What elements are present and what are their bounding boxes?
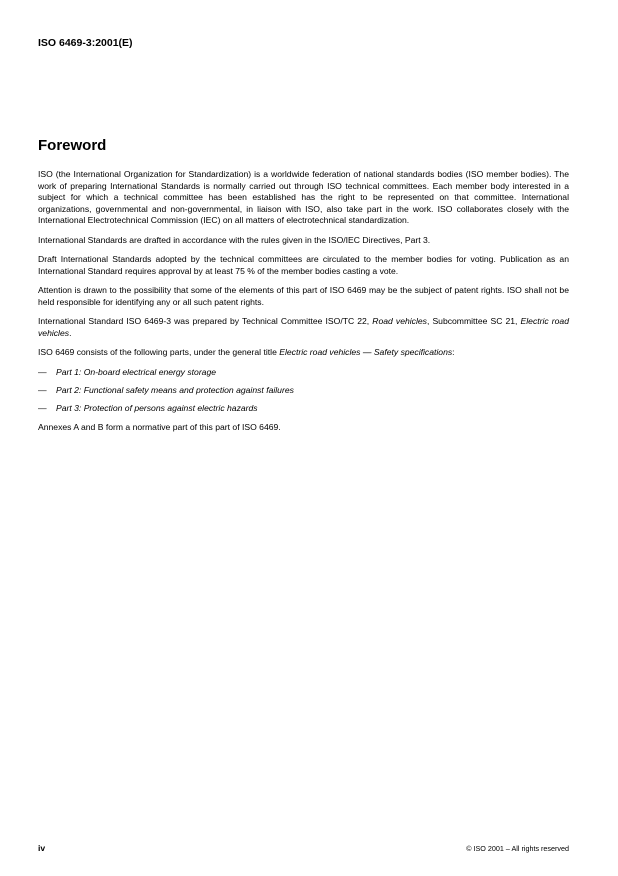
parts-list: [38, 367, 569, 415]
foreword-section: [38, 137, 569, 442]
list-item: [38, 403, 569, 415]
section-title: Foreword: [38, 137, 107, 154]
copyright-notice: © ISO 2001 – All rights reserved: [466, 844, 569, 853]
prepared-by-text-1: International Standard ISO 6469-3 was prepared by Technical Committee ISO/TC 22,: [38, 316, 373, 326]
paragraph-voting: Draft International Standards adopted by the technical committees are circulated to the member bodies for voting. Publication as an International Standard requires approval by at least 75 % of the member bodies casting a vote.: [38, 254, 569, 276]
list-dash: —: [38, 366, 47, 377]
part-2-title: Part 2: Functional safety means and protection against failures: [56, 384, 294, 395]
list-item: [38, 385, 569, 397]
paragraph-parts-intro: [38, 347, 569, 359]
document-identifier: ISO 6469-3:2001(E): [38, 37, 133, 49]
prepared-by-text-3: .: [69, 327, 72, 338]
paragraph-prepared-by: [38, 316, 569, 339]
prepared-by-text-2: , Subcommittee SC 21,: [426, 316, 521, 326]
list-dash: —: [38, 384, 47, 395]
road-vehicles-title: Road vehicles: [372, 316, 427, 326]
paragraph-iso-organization: ISO (the International Organization for Standardization) is a worldwide federation of national standards bodies (ISO member bodies). The work of preparing International Standards is normally carried out through ISO technical committees. Each member body interested in a subject for which a technical committee has been established has the right to be represented on that committee. International organizations, governmental and non-governmental, in liaison with ISO, also take part in the work. ISO collaborates closely with the International Electrotechnical Commission (IEC) on all matters of electrotechnical standardization.: [38, 169, 569, 225]
paragraph-patent-rights: Attention is drawn to the possibility that some of the elements of this part of ISO 6469 may be the subject of patent rights. ISO shall not be held responsible for identifying any or all such patent rights.: [38, 285, 569, 307]
paragraph-drafting-rules: International Standards are drafted in accordance with the rules given in the ISO/IEC Directives, Part 3.: [38, 234, 431, 245]
electric-road-vehicles-title: Electric road vehicles: [38, 316, 569, 338]
list-dash: —: [38, 402, 47, 413]
page-number: iv: [38, 843, 46, 853]
paragraph-annexes: Annexes A and B form a normative part of this part of ISO 6469.: [38, 422, 281, 432]
parts-intro-text-2: :: [452, 347, 455, 357]
parts-intro-text-1: ISO 6469 consists of the following parts, under the general title: [38, 347, 280, 357]
part-1-title: Part 1: On-board electrical energy storage: [56, 366, 217, 377]
general-title: Electric road vehicles — Safety specifications: [279, 347, 453, 357]
list-item: [38, 367, 569, 379]
part-3-title: Part 3: Protection of persons against electric hazards: [56, 402, 258, 413]
